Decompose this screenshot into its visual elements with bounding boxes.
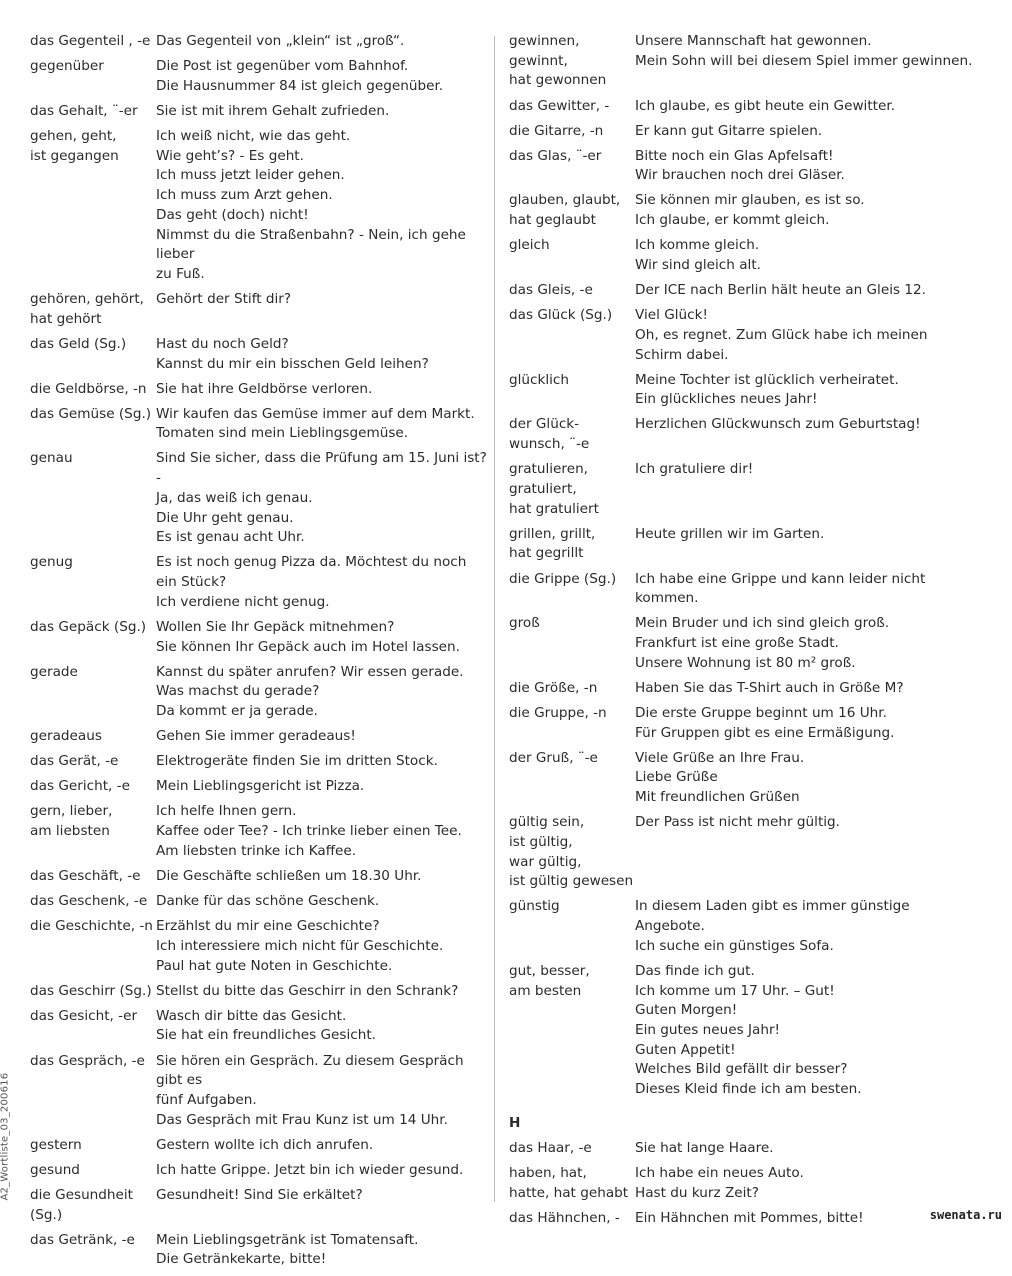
vocab-term: das Hähnchen, - — [509, 1209, 620, 1226]
vocab-example: Er kann gut Gitarre spielen. — [635, 122, 823, 139]
vocab-term: gestern — [30, 1136, 82, 1153]
vocab-entry — [509, 32, 979, 91]
vocab-entry — [30, 1136, 488, 1156]
vocab-term: das Getränk, -e — [30, 1231, 135, 1248]
vocab-term: das Gesicht, -er — [30, 1007, 138, 1024]
vocab-entry — [509, 570, 979, 609]
right-column-entries-h — [509, 1139, 979, 1229]
vocab-term: der Glück- wunsch, ¨-e — [509, 416, 590, 453]
vocab-example: Das Gegenteil von „klein“ ist „groß“. — [156, 33, 405, 49]
document-code: A2_Wortliste_03_200616 — [0, 1072, 11, 1201]
vocab-example: Der ICE nach Berlin hält heute an Gleis 12. — [635, 282, 926, 299]
vocab-example: Kannst du später anrufen? Wir essen gerade. Was machst du gerade? Da kommt er ja gerade. — [156, 663, 464, 720]
vocab-term: das Gericht, -e — [30, 778, 130, 795]
vocab-entry — [509, 460, 979, 519]
vocab-example: Erzählst du mir eine Geschichte? Ich interessiere mich nicht für Geschichte. Paul hat gute Noten in Geschichte. — [156, 918, 444, 974]
vocab-example: Ich habe ein neues Auto. Hast du kurz Zeit? — [635, 1164, 804, 1201]
vocab-entry — [509, 122, 979, 142]
vocab-example: Ich glaube, es gibt heute ein Gewitter. — [635, 97, 896, 114]
vocab-term: das Gewitter, - — [509, 97, 610, 114]
vocab-entry — [30, 867, 488, 887]
vocab-example: Viele Grüße an Ihre Frau. Liebe Grüße Mit freundlichen Grüßen — [635, 749, 805, 806]
vocab-example: Meine Tochter ist glücklich verheiratet. Ein glückliches neues Jahr! — [635, 371, 899, 408]
right-column — [509, 32, 979, 1234]
vocab-term: das Geschäft, -e — [30, 867, 141, 884]
vocab-example: Sie hat ihre Geldbörse verloren. — [156, 380, 373, 397]
vocab-entry — [30, 663, 488, 722]
vocab-term: das Gespräch, -e — [30, 1052, 145, 1069]
vocab-example: Sie können mir glauben, es ist so. Ich glaube, er kommt gleich. — [635, 192, 865, 229]
vocab-term: genau — [30, 450, 73, 467]
vocab-example: Die Geschäfte schließen um 18.30 Uhr. — [156, 867, 422, 884]
vocab-example: Gesundheit! Sind Sie erkältet? — [156, 1186, 363, 1203]
vocab-term: das Gleis, -e — [509, 282, 593, 299]
vocab-term: gültig sein, ist gültig, war gültig, ist gültig gewesen — [509, 814, 634, 890]
vocab-term: das Glück (Sg.) — [509, 307, 613, 324]
vocab-term: glücklich — [509, 371, 570, 388]
vocab-example: Das finde ich gut. Ich komme um 17 Uhr. – Gut! Guten Morgen! Ein gutes neues Jahr! Guten Appetit! Welches Bild gefällt dir besser? Dieses Kleid finde ich am besten. — [635, 962, 862, 1098]
vocab-term: genug — [30, 554, 73, 571]
vocab-entry — [30, 982, 488, 1002]
vocab-example: Ich komme gleich. Wir sind gleich alt. — [635, 237, 761, 273]
vocab-term: günstig — [509, 898, 560, 915]
vocab-example: Unsere Mannschaft hat gewonnen. Mein Sohn will bei diesem Spiel immer gewinnen. — [635, 33, 973, 69]
vocab-term: haben, hat, hatte, hat gehabt — [509, 1164, 629, 1201]
vocab-entry — [509, 614, 979, 673]
vocab-entry — [30, 449, 488, 548]
vocab-entry — [509, 813, 979, 892]
vocab-entry — [30, 57, 488, 96]
vocab-term: die Größe, -n — [509, 679, 598, 696]
vocab-entry — [30, 127, 488, 285]
vocab-example: In diesem Laden gibt es immer günstige Angebote. Ich suche ein günstiges Sofa. — [635, 898, 910, 954]
vocab-term: gut, besser, am besten — [509, 962, 590, 999]
vocab-example: Elektrogeräte finden Sie im dritten Stock. — [156, 753, 438, 770]
vocab-entry — [30, 1007, 488, 1046]
vocab-example: Mein Lieblingsgetränk ist Tomatensaft. Die Getränkekarte, bitte! — [156, 1231, 419, 1268]
column-divider — [494, 36, 495, 1202]
left-column — [30, 32, 488, 1276]
vocab-term: die Gesundheit (Sg.) — [30, 1186, 134, 1223]
vocab-term: gerade — [30, 663, 78, 680]
vocab-entry — [509, 704, 979, 743]
vocab-term: gegenüber — [30, 58, 104, 75]
vocab-entry — [30, 335, 488, 374]
vocab-example: Sie hören ein Gespräch. Zu diesem Gespräch gibt es fünf Aufgaben. Das Gespräch mit Frau Kunz ist um 14 Uhr. — [156, 1052, 464, 1128]
vocab-example: Ich habe eine Grippe und kann leider nicht kommen. — [635, 570, 926, 607]
vocab-example: Sie hat lange Haare. — [635, 1139, 774, 1156]
vocab-example: Stellst du bitte das Geschirr in den Schrank? — [156, 982, 459, 999]
vocab-entry — [509, 236, 979, 275]
vocab-entry — [509, 897, 979, 956]
vocab-entry — [30, 553, 488, 612]
vocab-entry — [509, 281, 979, 301]
vocab-term: das Gemüse (Sg.) — [30, 405, 152, 422]
vocab-example: Ich gratuliere dir! — [635, 461, 754, 478]
vocab-entry — [30, 618, 488, 657]
vocab-entry — [30, 32, 488, 52]
vocab-entry — [30, 405, 488, 444]
vocab-term: die Grippe (Sg.) — [509, 570, 617, 587]
vocab-entry — [30, 727, 488, 747]
vocab-example: Die Post ist gegenüber vom Bahnhof. Die Hausnummer 84 ist gleich gegenüber. — [156, 58, 444, 94]
watermark: swenata.ru — [929, 1208, 1002, 1222]
vocab-example: Gehen Sie immer geradeaus! — [156, 728, 356, 745]
vocab-example: Haben Sie das T-Shirt auch in Größe M? — [635, 679, 904, 696]
vocab-term: die Geschichte, -n — [30, 918, 153, 935]
vocab-example: Bitte noch ein Glas Apfelsaft! Wir brauchen noch drei Gläser. — [635, 147, 845, 184]
vocab-term: die Geldbörse, -n — [30, 380, 147, 397]
vocab-term: die Gitarre, -n — [509, 122, 604, 139]
vocab-entry — [509, 1164, 979, 1203]
vocab-term: glauben, glaubt, hat geglaubt — [509, 192, 621, 229]
vocab-example: Herzlichen Glückwunsch zum Geburtstag! — [635, 416, 921, 433]
vocab-entry — [30, 380, 488, 400]
vocab-example: Heute grillen wir im Garten. — [635, 525, 825, 542]
vocab-term: das Geschirr (Sg.) — [30, 982, 152, 999]
vocab-example: Hast du noch Geld? Kannst du mir ein bisschen Geld leihen? — [156, 335, 429, 372]
vocab-term: gleich — [509, 237, 550, 254]
vocab-entry — [509, 749, 979, 808]
vocab-entry — [30, 1231, 488, 1270]
vocab-example: Die erste Gruppe beginnt um 16 Uhr. Für Gruppen gibt es eine Ermäßigung. — [635, 704, 895, 741]
vocab-term: gesund — [30, 1161, 80, 1178]
vocab-entry — [30, 102, 488, 122]
vocab-term: geradeaus — [30, 728, 102, 745]
vocab-entry — [30, 752, 488, 772]
vocab-entry — [30, 1161, 488, 1181]
vocab-example: Ich helfe Ihnen gern. Kaffee oder Tee? - Ich trinke lieber einen Tee. Am liebsten trinke ich Kaffee. — [156, 803, 462, 859]
vocab-entry — [509, 415, 979, 454]
vocab-entry — [30, 917, 488, 976]
vocab-entry — [509, 962, 979, 1100]
vocab-example: Ein Hähnchen mit Pommes, bitte! — [635, 1209, 864, 1226]
vocab-entry — [30, 802, 488, 861]
vocab-entry — [509, 679, 979, 699]
vocab-term: gehören, gehört, hat gehört — [30, 291, 145, 327]
vocab-term: gratulieren, gratuliert, hat gratuliert — [509, 461, 599, 517]
vocab-example: Danke für das schöne Geschenk. — [156, 893, 380, 910]
vocab-example: Wir kaufen das Gemüse immer auf dem Markt. Tomaten sind mein Lieblingsgemüse. — [156, 405, 475, 442]
vocab-example: Gestern wollte ich dich anrufen. — [156, 1136, 374, 1153]
vocab-term: das Gehalt, ¨-er — [30, 102, 138, 119]
vocab-example: Sind Sie sicher, dass die Prüfung am 15. Juni ist? - Ja, das weiß ich genau. Die Uhr geht genau. Es ist genau acht Uhr. — [156, 450, 487, 546]
vocab-example: Ich hatte Grippe. Jetzt bin ich wieder gesund. — [156, 1161, 464, 1178]
vocab-entry — [509, 97, 979, 117]
vocab-example: Viel Glück! Oh, es regnet. Zum Glück habe ich meinen Schirm dabei. — [635, 307, 928, 363]
vocab-entry — [509, 371, 979, 410]
right-column-entries-g — [509, 32, 979, 1100]
vocab-example: Wasch dir bitte das Gesicht. Sie hat ein freundliches Gesicht. — [156, 1007, 376, 1044]
vocab-example: Wollen Sie Ihr Gepäck mitnehmen? Sie können Ihr Gepäck auch im Hotel lassen. — [156, 618, 460, 655]
vocab-example: Der Pass ist nicht mehr gültig. — [635, 814, 840, 831]
vocab-term: das Geld (Sg.) — [30, 335, 127, 352]
vocab-entry — [509, 306, 979, 365]
vocab-example: Ich weiß nicht, wie das geht. Wie geht’s? - Es geht. Ich muss jetzt leider gehen. Ich muss zum Arzt gehen. Das geht (doch) nicht! Nimmst du die Straßenbahn? - Nein, ich gehe lieber zu Fuß. — [156, 127, 466, 282]
vocab-example: Mein Lieblingsgericht ist Pizza. — [156, 778, 365, 795]
vocab-term: gern, lieber, am liebsten — [30, 803, 113, 840]
vocab-term: das Geschenk, -e — [30, 893, 148, 910]
vocab-term: groß — [509, 615, 540, 632]
vocab-entry — [30, 777, 488, 797]
vocab-term: gehen, geht, ist gegangen — [30, 127, 119, 164]
vocab-entry — [30, 1052, 488, 1131]
vocab-term: grillen, grillt, hat gegrillt — [509, 525, 596, 562]
vocab-term: der Gruß, ¨-e — [509, 749, 598, 766]
vocab-entry — [30, 892, 488, 912]
vocab-example: Gehört der Stift dir? — [156, 291, 292, 307]
vocab-term: das Glas, ¨-er — [509, 147, 602, 164]
vocab-entry — [30, 1186, 488, 1225]
vocab-entry — [509, 1139, 979, 1159]
vocab-term: das Gegenteil , -e — [30, 33, 151, 49]
vocab-entry — [509, 191, 979, 230]
vocab-example: Sie ist mit ihrem Gehalt zufrieden. — [156, 102, 390, 119]
vocab-term: das Haar, -e — [509, 1139, 592, 1156]
vocab-entry — [509, 147, 979, 186]
vocab-entry — [509, 525, 979, 564]
vocab-term: gewinnen, gewinnt, hat gewonnen — [509, 33, 607, 89]
vocab-term: das Gerät, -e — [30, 753, 119, 770]
vocab-term: das Gepäck (Sg.) — [30, 618, 147, 635]
vocab-example: Es ist noch genug Pizza da. Möchtest du noch ein Stück? Ich verdiene nicht genug. — [156, 554, 467, 610]
vocab-term: die Gruppe, -n — [509, 704, 607, 721]
vocab-entry — [30, 290, 488, 329]
vocab-example: Mein Bruder und ich sind gleich groß. Frankfurt ist eine große Stadt. Unsere Wohnung ist 80 m² groß. — [635, 615, 890, 671]
section-letter-h: H — [509, 1114, 521, 1131]
